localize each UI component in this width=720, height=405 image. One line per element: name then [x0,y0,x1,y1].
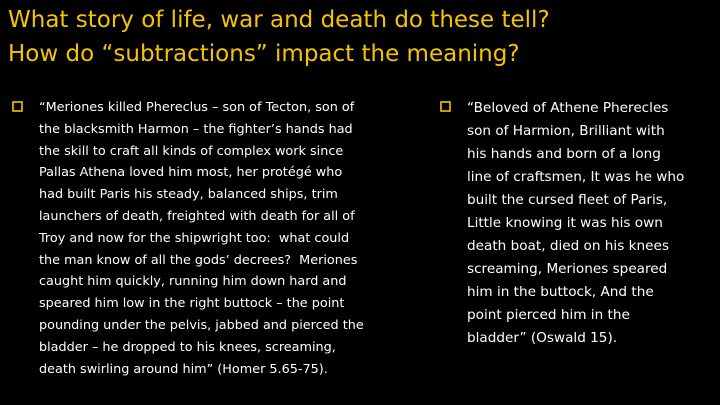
oswald-quote-line: son of Harmion, Brilliant with [467,123,665,139]
title-line-1: What story of life, war and death do these tell? [8,7,550,33]
homer-quote-line: Troy and now for the shipwright too: what could [39,230,350,246]
oswald-quote-line: screaming, Meriones speared [467,261,668,277]
homer-quote-line: the skill to craft all kinds of complex work since [39,143,344,159]
hollow-square-bullet-icon [440,101,451,112]
homer-quote-line: speared him low in the right buttock – the point [39,296,345,312]
oswald-quote-line: death boat, died on his knees [467,238,669,254]
homer-quote-line: had built Paris his steady, balanced ships, trim [39,187,338,203]
oswald-quote [467,97,684,350]
oswald-quote-line: his hands and born of a long [467,146,661,162]
title-line-2: How do “subtractions” impact the meaning? [8,41,520,67]
oswald-quote-line: “Beloved of Athene Pherecles [467,100,669,116]
homer-quote [39,97,364,380]
homer-quote-line: the man know of all the gods’ decrees? Meriones [39,252,358,268]
homer-quote-line: death swirling around him” (Homer 5.65-75). [39,361,328,377]
homer-quote-line: “Meriones killed Phereclus – son of Tecton, son of [39,100,355,115]
left-bullet-item [12,97,416,380]
hollow-square-bullet-icon [12,101,23,112]
homer-quote-line: Pallas Athena loved him most, her protégé who [39,165,343,181]
right-bullet-item [440,97,712,350]
oswald-quote-line: bladder” (Oswald 15). [467,330,618,346]
slide-title [8,3,714,71]
oswald-quote-line: him in the buttock, And the [467,284,654,300]
homer-quote-line: pounding under the pelvis, jabbed and pierced the [39,317,364,333]
oswald-quote-line: built the cursed fleet of Paris, [467,192,668,208]
oswald-quote-line: Little knowing it was his own [467,215,663,231]
homer-quote-line: the blacksmith Harmon – the fighter’s hands had [39,121,353,137]
homer-quote-line: bladder – he dropped to his knees, screaming, [39,339,336,355]
oswald-quote-line: line of craftsmen, It was he who [467,169,685,185]
oswald-quote-line: point pierced him in the [467,307,630,323]
homer-quote-line: launchers of death, freighted with death for all of [39,208,355,224]
homer-quote-line: caught him quickly, running him down hard and [39,274,347,290]
